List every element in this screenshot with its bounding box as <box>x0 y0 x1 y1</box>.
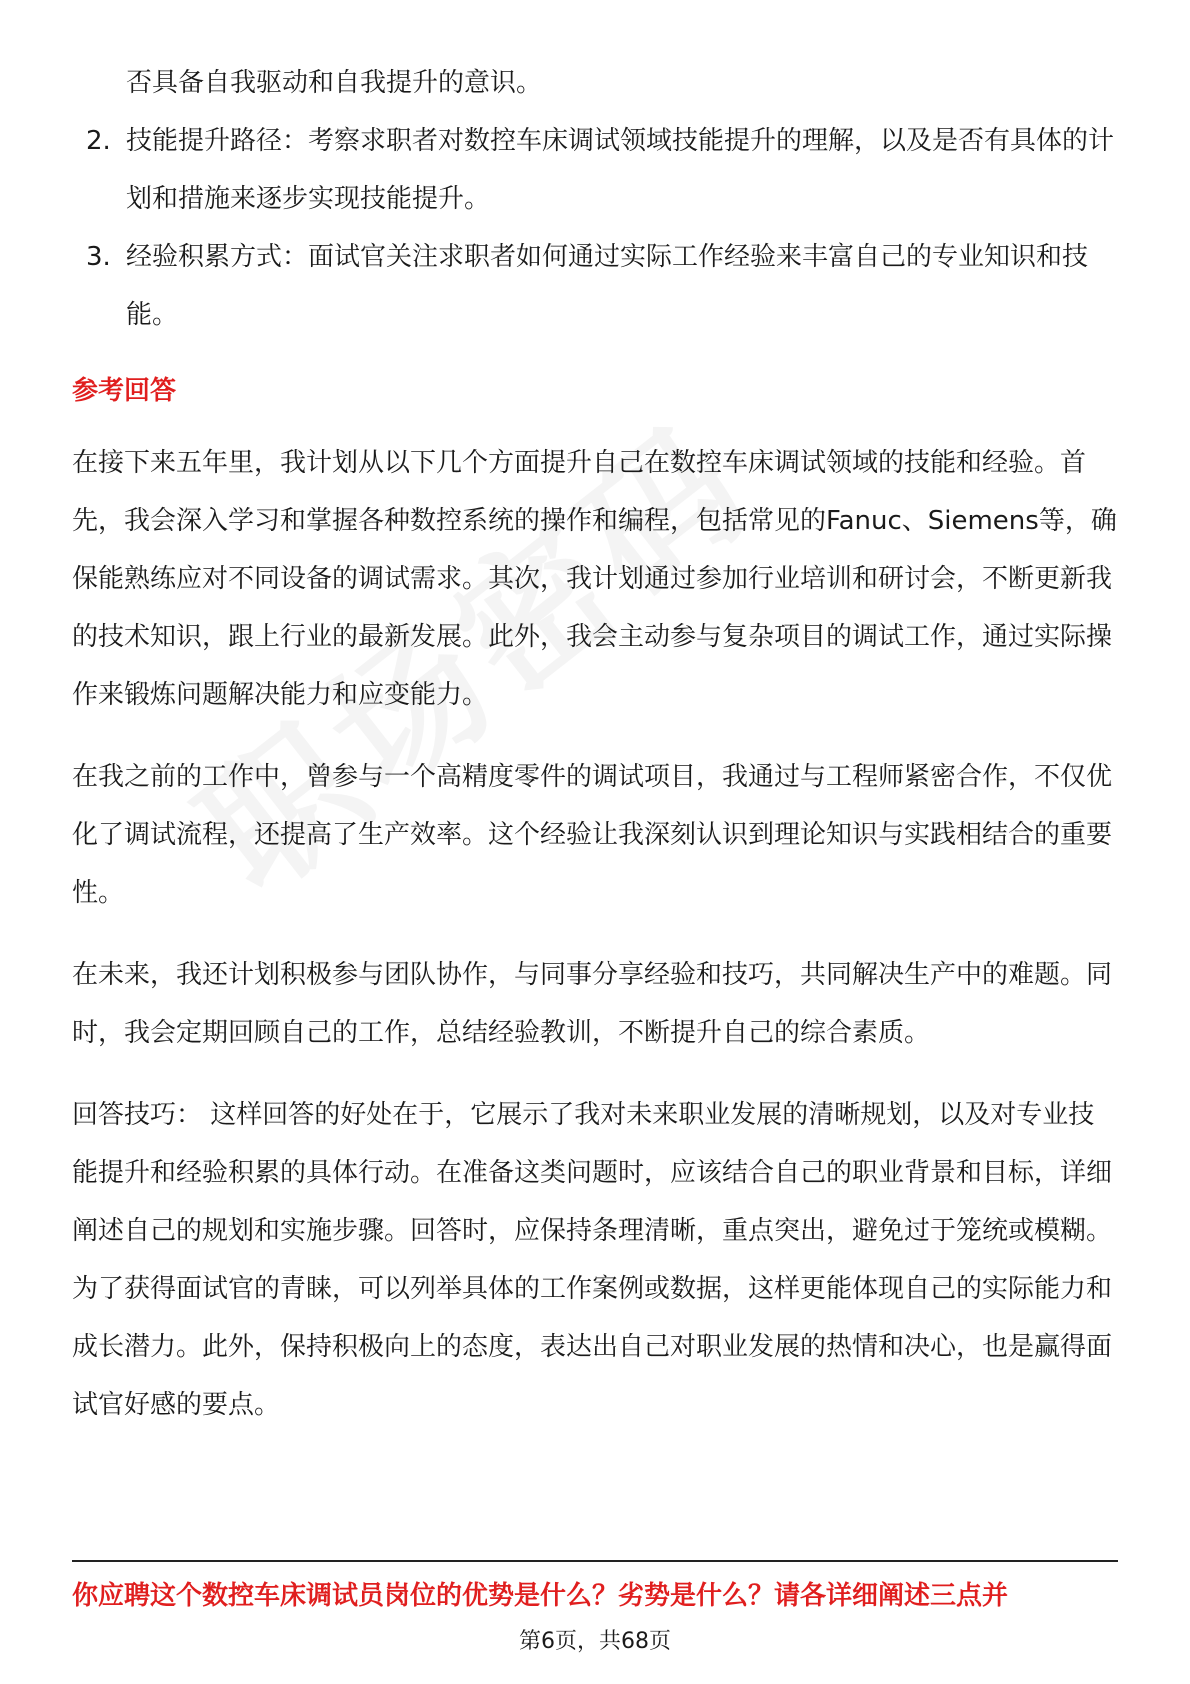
list-item <box>72 228 1118 344</box>
next-question-heading: 你应聘这个数控车床调试员岗位的优势是什么？劣势是什么？请各详细阐述三点并 <box>72 1581 1009 1611</box>
list-item-number: 3. <box>86 242 111 272</box>
answer-paragraph: 在接下来五年里，我计划从以下几个方面提升自己在数控车床调试领域的技能和经验。首先，我会深入学习和掌握各种数控系统的操作和编程，包括常见的Fanuc、Siemens等，确保能熟练应对不同设备的调试需求。其次，我计划通过参加行业培训和研讨会，不断更新我的技术知识，跟上行业的最新发展。此外，我会主动参与复杂项目的调试工作，通过实际操作来锻炼问题解决能力和应变能力。 <box>72 448 1117 710</box>
divider <box>72 1560 1118 1562</box>
list-item-text: 经验积累方式：面试官关注求职者如何通过实际工作经验来丰富自己的专业知识和技能。 <box>126 242 1089 330</box>
answer-paragraph: 在我之前的工作中，曾参与一个高精度零件的调试项目，我通过与工程师紧密合作，不仅优化了调试流程，还提高了生产效率。这个经验让我深刻认识到理论知识与实践相结合的重要性。 <box>72 762 1113 908</box>
answer-tips-paragraph: 回答技巧： 这样回答的好处在于，它展示了我对未来职业发展的清晰规划，以及对专业技能提升和经验积累的具体行动。在准备这类问题时，应该结合自己的职业背景和目标，详细阐述自己的规划和实施步骤。回答时，应保持条理清晰，重点突出，避免过于笼统或模糊。为了获得面试官的青睐，可以列举具体的工作案例或数据，这样更能体现自己的实际能力和成长潜力。此外，保持积极向上的态度，表达出自己对职业发展的热情和决心，也是赢得面试官好感的要点。 <box>72 1100 1113 1420</box>
answer-paragraph: 在未来，我还计划积极参与团队协作，与同事分享经验和技巧，共同解决生产中的难题。同时，我会定期回顾自己的工作，总结经验教训，不断提升自己的综合素质。 <box>72 960 1113 1048</box>
document-body <box>72 54 1118 1434</box>
list-item <box>72 112 1118 228</box>
list-item-continuation: 否具备自我驱动和自我提升的意识。 <box>126 68 543 98</box>
list-item-text: 技能提升路径：考察求职者对数控车床调试领域技能提升的理解，以及是否有具体的计划和措施来逐步实现技能提升。 <box>126 126 1115 214</box>
list-item-number: 2. <box>86 126 111 156</box>
page-number: 第6页，共68页 <box>519 1629 671 1654</box>
section-heading: 参考回答 <box>72 376 177 406</box>
